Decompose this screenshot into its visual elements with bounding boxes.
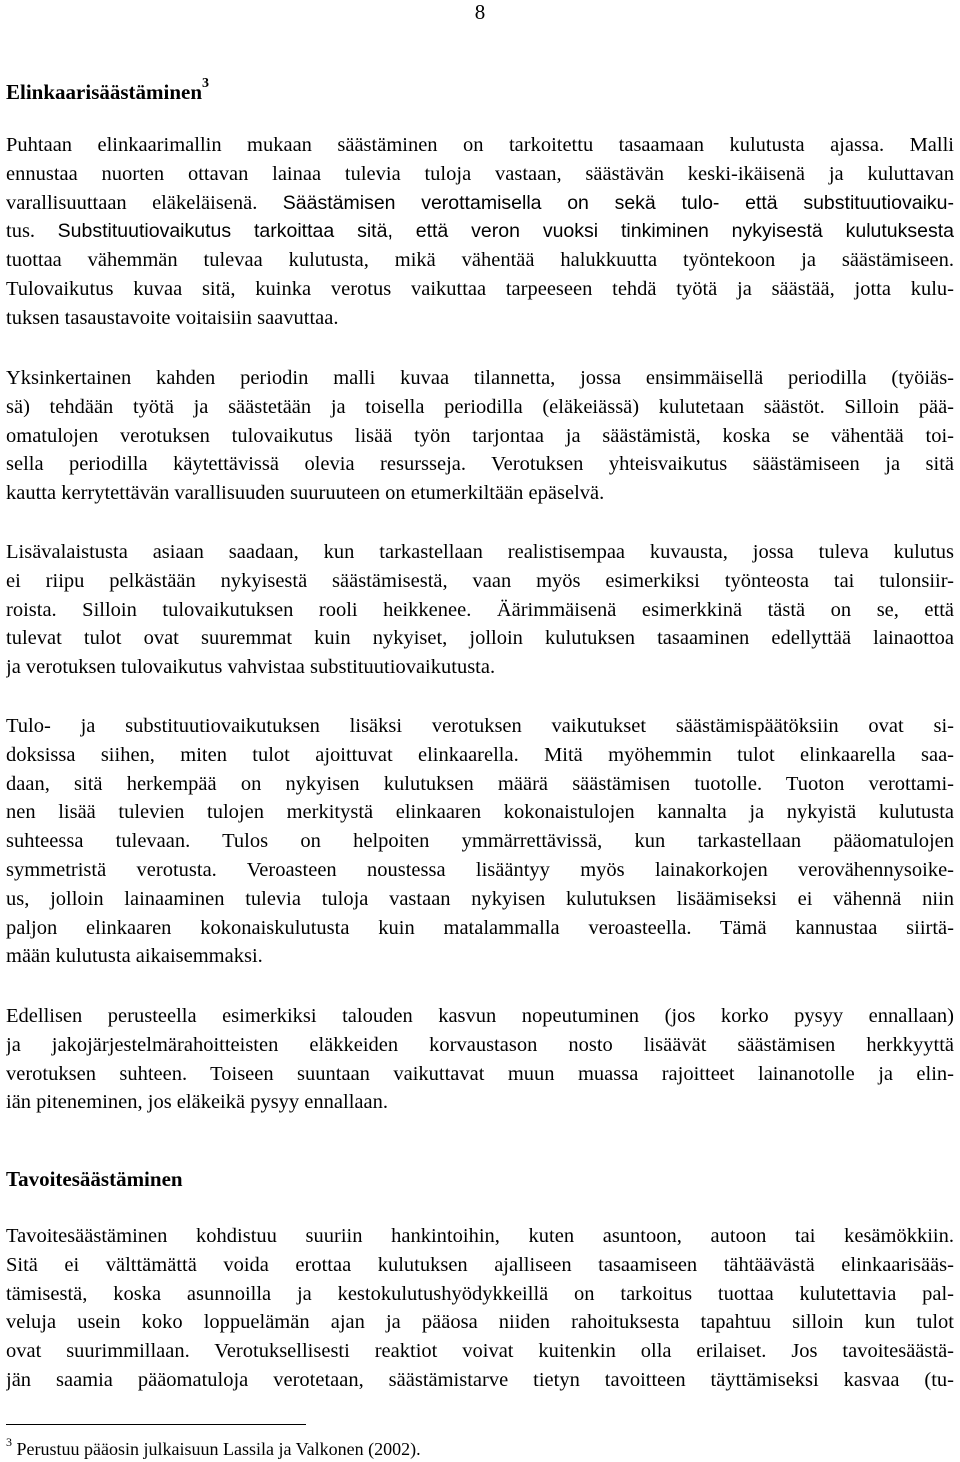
text-line: ei riipu pelkästään nykyisestä säästämisestä, vaan myös esimerkiksi työnteosta tai tulonsiir- bbox=[6, 569, 954, 592]
text-line: daan, sitä herkempää on nykyisen kulutuksen määrä säästämisen tuotolle. Tuoton verottami- bbox=[6, 772, 954, 795]
text-line: iän piteneminen, jos eläkeikä pysyy ennallaan. bbox=[6, 1091, 388, 1114]
text-line: omatulojen verotuksen tulovaikutus lisää työn tarjontaa ja säästämistä, koska se vähentää toi- bbox=[6, 424, 954, 447]
text-line bbox=[6, 217, 954, 246]
footnote-divider bbox=[6, 1424, 306, 1425]
paragraph bbox=[6, 1002, 954, 1117]
page-number: 8 bbox=[474, 0, 486, 24]
text-line: roista. Silloin tulovaikutuksen rooli heikkenee. Äärimmäisenä esimerkkinä tästä on se, että bbox=[6, 598, 954, 621]
text-line: ja jakojärjestelmärahoitteisten eläkkeiden korvaustason nosto lisäävät säästämisen herkkyyttä bbox=[6, 1033, 954, 1056]
footnote-number: 3 bbox=[6, 1435, 12, 1449]
text-line: symmetristä verotusta. Veroasteen noustessa lisääntyy myös lainakorkojen verovähennysoike- bbox=[6, 858, 954, 881]
text-fragment: tus. bbox=[6, 220, 36, 243]
footnote bbox=[6, 1432, 421, 1461]
text-line: sella periodilla käytettävissä olevia resursseja. Verotuksen yhteisvaikutus säästämiseen ja sitä bbox=[6, 453, 954, 476]
text-fragment: Substituutiovaikutus tarkoittaa sitä, että veron vuoksi tinkiminen nykyisestä kulutuksesta bbox=[57, 220, 954, 243]
paragraph bbox=[6, 1222, 954, 1395]
paragraph bbox=[6, 538, 954, 682]
text-line: Tulovaikutus kuvaa sitä, kuinka verotus vaikuttaa tarpeeseen tehdä työtä ja säästää, jotta kulu- bbox=[6, 277, 954, 300]
text-line: Lisävalaistusta asiaan saadaan, kun tarkastellaan realistisempaa kuvausta, jossa tuleva kulutus bbox=[6, 541, 954, 563]
text-line: ja verotuksen tulovaikutus vahvistaa substituutiovaikutusta. bbox=[6, 656, 496, 679]
text-line: Puhtaan elinkaarimallin mukaan säästäminen on tarkoitettu tasaamaan kulutusta ajassa. Malli bbox=[6, 134, 954, 156]
text-line: ennustaa nuorten ottavan lainaa tulevia tuloja vastaan, säästävän keski-ikäisenä ja kuluttavan bbox=[6, 162, 954, 185]
text-line: veluja usein koko loppuelämän ajan ja pääosa niiden rahoituksesta tapahtuu silloin kun tulot bbox=[6, 1311, 954, 1334]
text-line: kautta kerrytettävän varallisuuden suuruuteen on etumerkiltään epäselvä. bbox=[6, 482, 605, 505]
text-line: tuottaa vähemmän tulevaa kulutusta, mikä vähentää halukkuutta työntekoon ja säästämiseen. bbox=[6, 249, 954, 272]
text-line: mään kulutusta aikaisemmaksi. bbox=[6, 945, 263, 968]
text-line: ovat suurimmillaan. Verotuksellisesti reaktiot voivat kuitenkin olla erilaiset. Jos tavoitesäästä- bbox=[6, 1340, 954, 1363]
paragraph bbox=[6, 712, 954, 971]
footnote-text: Perustuu pääosin julkaisuun Lassila ja Valkonen (2002). bbox=[16, 1439, 421, 1459]
text-line: us, jolloin lainaaminen tulevia tuloja vastaan nykyisen kulutuksen lisäämiseksi ei vähennä niin bbox=[6, 887, 954, 910]
text-fragment: Säästämisen verottamisella on sekä tulo- että substituutiovaiku- bbox=[282, 191, 954, 214]
text-line: jän saamia pääomatuloja verotetaan, säästämistarve tietyn tavoitteen täyttämiseksi kasvaa (tu- bbox=[6, 1368, 954, 1391]
text-fragment: varallisuuttaan eläkeläisenä. bbox=[6, 191, 258, 214]
text-line: tämisestä, koska asunnoilla ja kestokulutushyödykkeillä on tarkoitus tuottaa kulutettavia pal- bbox=[6, 1282, 954, 1305]
text-line: tulevat tulot ovat suuremmat kuin nykyiset, jolloin kulutuksen tasaaminen edellyttää lainaottoa bbox=[6, 627, 954, 650]
text-line: verotuksen suhteen. Toiseen suuntaan vaikuttavat muun muassa rajoitteet lainanotolle ja elin- bbox=[6, 1062, 954, 1085]
text-line: tuksen tasaustavoite voitaisiin saavuttaa. bbox=[6, 306, 339, 329]
text-line: suhteessa tulevaan. Tulos on helpoiten ymmärrettävissä, kun tarkastellaan pääomatulojen bbox=[6, 830, 954, 853]
text-line: Yksinkertainen kahden periodin malli kuvaa tilannetta, jossa ensimmäisellä periodilla (työiäs- bbox=[6, 367, 954, 389]
text-line: doksissa siihen, miten tulot ajoittuvat elinkaarella. Mitä myöhemmin tulot elinkaarella saa- bbox=[6, 743, 954, 766]
text-line: Edellisen perusteella esimerkiksi talouden kasvun nopeutuminen (jos korko pysyy ennallaan) bbox=[6, 1005, 954, 1027]
text-line: sä) tehdään työtä ja säästetään ja toisella periodilla (eläkeiässä) kulutetaan säästöt. Silloin pää- bbox=[6, 395, 954, 418]
section-heading-text: Elinkaarisäästäminen bbox=[6, 80, 203, 104]
text-line: nen lisää tulevien tulojen merkitystä elinkaaren kokonaistulojen kannalta ja nykyistä kulutusta bbox=[6, 801, 954, 824]
text-line bbox=[6, 189, 954, 218]
section-heading-elinkaarisaastaminen bbox=[6, 74, 209, 106]
text-line: Tulo- ja substituutiovaikutuksen lisäksi verotuksen vaikutukset säästämispäätöksiin ovat si- bbox=[6, 715, 954, 737]
text-line: paljon elinkaaren kokonaiskulutusta kuin matalammalla veroasteella. Tämä kannustaa siirtä- bbox=[6, 916, 954, 939]
paragraph bbox=[6, 131, 954, 333]
paragraph bbox=[6, 364, 954, 508]
section-heading-tavoitesaastaminen: Tavoitesäästäminen bbox=[6, 1167, 183, 1191]
footnote-reference: 3 bbox=[202, 76, 210, 91]
text-line: Tavoitesäästäminen kohdistuu suuriin hankintoihin, kuten asuntoon, autoon tai kesämökkiin. bbox=[6, 1225, 954, 1247]
text-line: Sitä ei välttämättä voida erottaa kulutuksen ajalliseen tasaamiseen tähtäävästä elinkaarisääs- bbox=[6, 1253, 954, 1276]
